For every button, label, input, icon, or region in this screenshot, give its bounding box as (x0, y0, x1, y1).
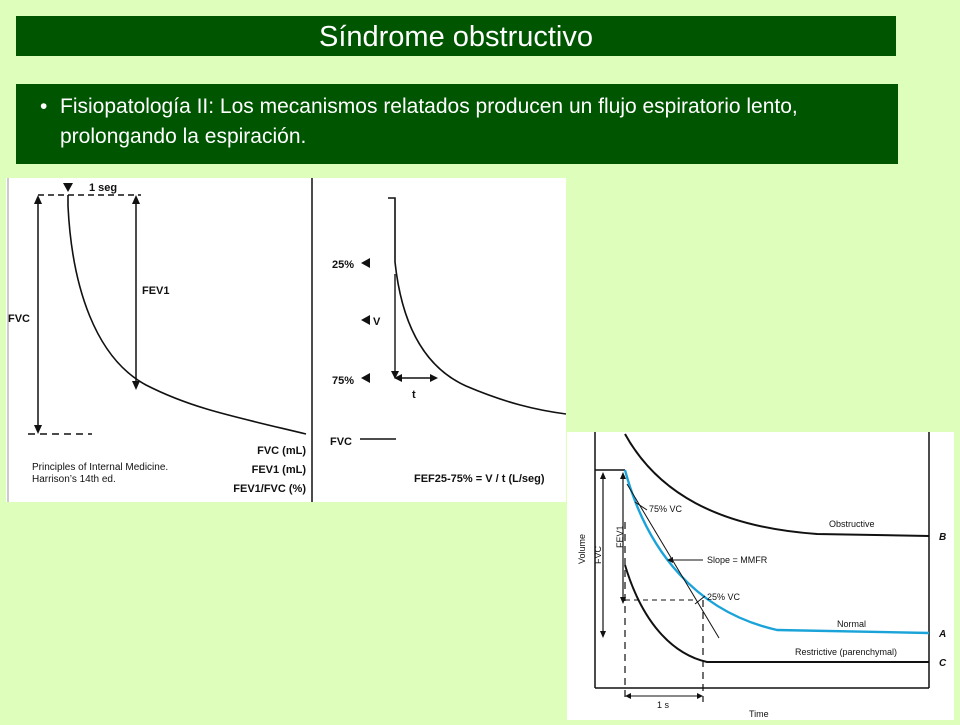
obstructive-label: Obstructive (829, 519, 875, 529)
formula: FEF25-75% = V / t (L/seg) (414, 473, 545, 485)
v-marker (361, 315, 370, 325)
volume-time-figure (567, 432, 954, 720)
pct25-marker (361, 258, 370, 268)
bullet-text: Fisiopatología II: Los mecanismos relatados producen un flujo espiratorio lento, prolongando la espiración. (60, 95, 798, 148)
pct75-label: 75% (332, 375, 355, 387)
volume-time-svg (567, 432, 954, 720)
legend-fev1: FEV1 (mL) (251, 464, 306, 476)
one-second-arrow-right (697, 693, 703, 699)
citation: Principles of Internal Medicine. Harrison’s 14th ed. (32, 462, 169, 485)
slope-label: Slope = MMFR (707, 555, 768, 565)
x-axis-label: Time (749, 709, 769, 719)
one-second-label: 1 s (657, 700, 670, 710)
pct75-marker (361, 373, 370, 383)
fev1-arrow-head-bottom (132, 381, 140, 390)
time-label: 1 seg (89, 182, 118, 194)
citation-box (32, 462, 182, 502)
letter-c: C (939, 658, 947, 669)
pct25-label: 25% (332, 259, 355, 271)
fev1-arrow-head-top (132, 195, 140, 204)
start-marker (63, 183, 73, 192)
one-second-arrow-left (625, 693, 631, 699)
vc25-label: 25% VC (707, 592, 741, 602)
fvc-label: FVC (593, 546, 603, 564)
t-label: t (412, 389, 416, 401)
fvc-arrow-head-top (600, 472, 606, 479)
restrictive-label: Restrictive (parenchymal) (795, 647, 898, 657)
slide-title: Síndrome obstructivo (16, 16, 896, 56)
fev1-label: FEV1 (615, 525, 625, 548)
fvc-arrow-head-top (34, 195, 42, 204)
fvc-arrow-head-bottom (34, 425, 42, 434)
legend-ratio: FEV1/FVC (%) (233, 483, 306, 495)
bullet-box (16, 84, 898, 164)
letter-b: B (939, 532, 947, 543)
y-axis-label: Volume (577, 533, 587, 564)
letter-a: A (939, 629, 947, 640)
normal-curve (625, 470, 929, 633)
v-label: V (373, 316, 381, 328)
spirometry-figure (6, 178, 566, 502)
fvc-b-label: FVC (330, 436, 352, 448)
spirometry-svg (6, 178, 566, 502)
vc75-label: 75% VC (649, 504, 683, 514)
fev1-label: FEV1 (142, 285, 170, 297)
bullet-dot: • (40, 95, 48, 118)
fvc-arrow-head-bottom (600, 631, 606, 638)
legend-fvc: FVC (mL) (257, 445, 306, 457)
expiration-curve-a (68, 195, 306, 434)
obstructive-curve (625, 434, 929, 536)
expiration-curve-b (388, 198, 566, 414)
t-arrow-head-right (430, 374, 438, 382)
fvc-label: FVC (8, 313, 30, 325)
normal-label: Normal (837, 619, 867, 629)
